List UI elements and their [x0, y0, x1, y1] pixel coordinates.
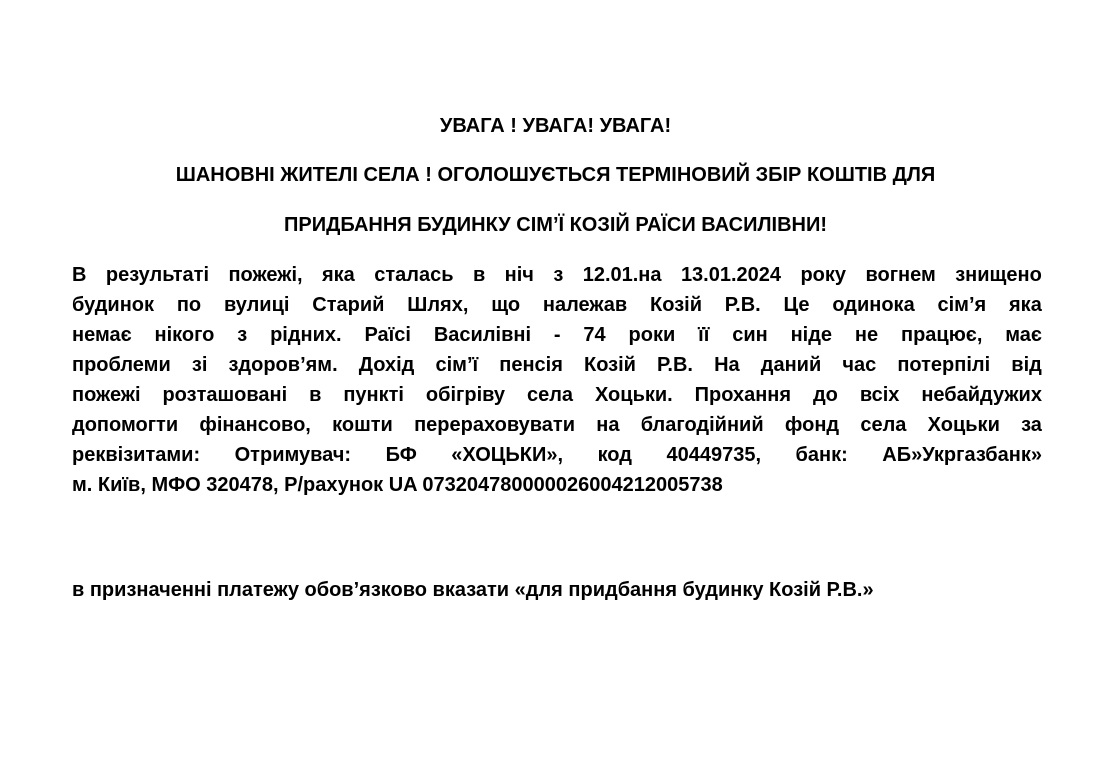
- attention-heading: УВАГА ! УВАГА! УВАГА!: [439, 115, 672, 137]
- paragraph-line: реквізитами: Отримувач: БФ «ХОЦЬКИ», код 40449735, банк: АБ»Укргазбанк»: [72, 444, 1042, 466]
- paragraph-line: немає нікого з рідних. Раїсі Василівні - 74 роки її син ніде не працює, має: [72, 324, 1042, 346]
- paragraph-line: м. Київ, МФО 320478, Р/рахунок UA 073204780000026004212005738: [72, 474, 723, 496]
- announcement-heading: ШАНОВНІ ЖИТЕЛІ СЕЛА ! ОГОЛОШУЄТЬСЯ ТЕРМІНОВИЙ ЗБІР КОШТІВ ДЛЯ: [175, 164, 936, 186]
- purpose-heading: ПРИДБАННЯ БУДИНКУ СІМ’Ї КОЗІЙ РАЇСИ ВАСИЛІВНИ!: [284, 214, 827, 236]
- paragraph-line: допомогти фінансово, кошти перераховувати на благодійний фонд села Хоцьки за: [72, 414, 1042, 436]
- paragraph-line: пожежі розташовані в пункті обігріву села Хоцьки. Прохання до всіх небайдужих: [72, 384, 1042, 406]
- paragraph-line: В результаті пожежі, яка сталась в ніч з 12.01.на 13.01.2024 року вогнем знищено: [72, 264, 1042, 286]
- paragraph-line: будинок по вулиці Старий Шлях, що належав Козій Р.В. Це одинока сім’я яка: [72, 294, 1042, 316]
- main-paragraph: [72, 260, 1042, 500]
- payment-note: в призначенні платежу обов’язково вказати «для придбання будинку Козій Р.В.»: [72, 579, 874, 601]
- paragraph-line: проблеми зі здоров’ям. Дохід сім’ї пенсія Козій Р.В. На даний час потерпілі від: [72, 354, 1042, 376]
